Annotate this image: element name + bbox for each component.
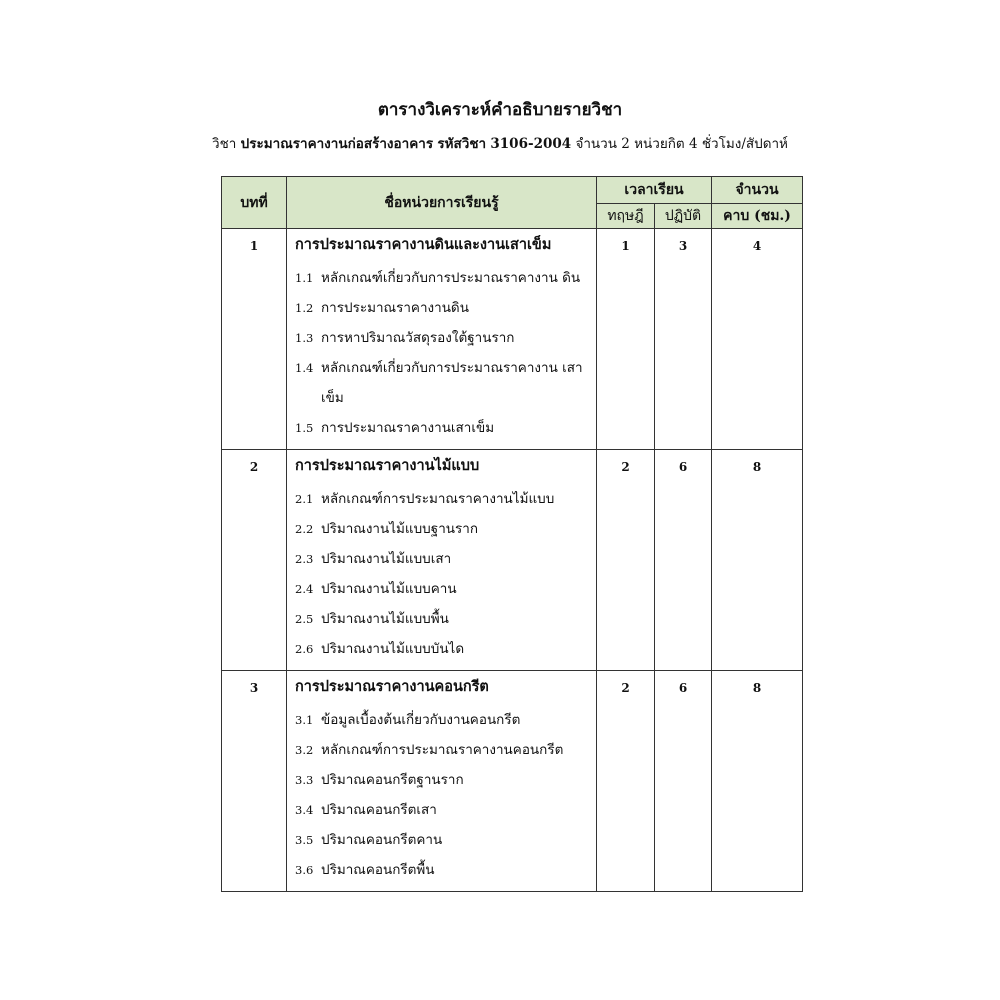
item-number: 3.1 (295, 713, 314, 727)
item-text: ปริมาณงานไม้แบบพื้น (321, 611, 449, 627)
table-row (222, 229, 803, 450)
page-title: ตารางวิเคราะห์คำอธิบายรายวิชา (377, 100, 623, 120)
item-text: การประมาณราคางานเสาเข็ม (321, 420, 495, 436)
item-text: หลักเกณฑ์เกี่ยวกับการประมาณราคางาน ดิน (321, 270, 581, 286)
course-name: ประมาณราคางานก่อสร้างอาคาร (240, 136, 434, 152)
item-number: 2.6 (295, 642, 314, 656)
header-unit-name: ชื่อหน่วยการเรียนรู้ (287, 177, 597, 229)
item-number: 1.3 (295, 331, 314, 345)
item-text: ปริมาณงานไม้แบบฐานราก (321, 521, 479, 537)
list-item (295, 604, 588, 634)
item-text: การหาปริมาณวัสดุรองใต้ฐานราก (321, 330, 515, 346)
unit-cell (287, 450, 597, 671)
item-number: 2.1 (295, 492, 314, 506)
item-number: 2.2 (295, 522, 314, 536)
list-item (295, 484, 588, 514)
item-number: 1.5 (295, 421, 314, 435)
list-item (295, 544, 588, 574)
item-number: 3.4 (295, 803, 314, 817)
chapter-number: 1 (222, 229, 287, 450)
item-text: ปริมาณคอนกรีตคาน (321, 832, 443, 848)
course-analysis-table (221, 176, 803, 892)
unit-title: การประมาณราคางานไม้แบบ (295, 457, 480, 474)
item-number: 3.6 (295, 863, 314, 877)
list-item (295, 795, 588, 825)
item-text: การประมาณราคางานดิน (321, 300, 469, 316)
header-total-line2: คาบ (ชม.) (712, 204, 803, 229)
total-hours: 4 (712, 229, 803, 450)
item-text: ปริมาณคอนกรีตฐานราก (321, 772, 464, 788)
item-text: ปริมาณงานไม้แบบคาน (321, 581, 457, 597)
item-number: 3.5 (295, 833, 314, 847)
list-item (295, 765, 588, 795)
list-item (295, 825, 588, 855)
header-total-line1: จำนวน (712, 177, 803, 204)
list-item (295, 263, 588, 293)
item-number: 1.2 (295, 301, 314, 315)
item-number: 1.4 (295, 361, 314, 375)
list-item (295, 855, 588, 885)
list-item (295, 735, 588, 765)
theory-hours: 1 (597, 229, 655, 450)
item-number: 3.3 (295, 773, 314, 787)
total-hours: 8 (712, 671, 803, 892)
list-item (295, 634, 588, 664)
list-item (295, 353, 588, 413)
item-number: 2.4 (295, 582, 314, 596)
item-number: 2.3 (295, 552, 314, 566)
table-row (222, 671, 803, 892)
item-number: 3.2 (295, 743, 314, 757)
table-row (222, 450, 803, 671)
list-item (295, 323, 588, 353)
item-number: 2.5 (295, 612, 314, 626)
item-text: หลักเกณฑ์เกี่ยวกับการประมาณราคางาน เสาเข็ม (321, 360, 583, 406)
course-subtitle (0, 133, 1000, 155)
list-item (295, 574, 588, 604)
header-study-time: เวลาเรียน (597, 177, 712, 204)
unit-title: การประมาณราคางานดินและงานเสาเข็ม (295, 236, 552, 253)
item-text: ข้อมูลเบื้องต้นเกี่ยวกับงานคอนกรีต (321, 712, 521, 728)
header-theory: ทฤษฎี (597, 204, 655, 229)
practice-hours: 6 (655, 450, 712, 671)
course-code-label: รหัสวิชา (437, 136, 487, 152)
theory-hours: 2 (597, 450, 655, 671)
item-text: ปริมาณคอนกรีตพื้น (321, 862, 435, 878)
list-item (295, 293, 588, 323)
item-text: หลักเกณฑ์การประมาณราคางานคอนกรีต (321, 742, 564, 758)
chapter-number: 2 (222, 450, 287, 671)
item-text: ปริมาณงานไม้แบบบันได (321, 641, 465, 657)
unit-cell (287, 229, 597, 450)
list-item (295, 705, 588, 735)
total-hours: 8 (712, 450, 803, 671)
item-text: ปริมาณงานไม้แบบเสา (321, 551, 452, 567)
item-text: ปริมาณคอนกรีตเสา (321, 802, 437, 818)
item-text: หลักเกณฑ์การประมาณราคางานไม้แบบ (321, 491, 555, 507)
practice-hours: 3 (655, 229, 712, 450)
practice-hours: 6 (655, 671, 712, 892)
unit-title: การประมาณราคางานคอนกรีต (295, 678, 489, 695)
unit-cell (287, 671, 597, 892)
chapter-number: 3 (222, 671, 287, 892)
list-item (295, 514, 588, 544)
subtitle-prefix: วิชา (212, 136, 237, 152)
list-item (295, 413, 588, 443)
theory-hours: 2 (597, 671, 655, 892)
item-number: 1.1 (295, 271, 314, 285)
course-code: 3106-2004 (490, 136, 572, 152)
course-credits: จำนวน 2 หน่วยกิต 4 ชั่วโมง/สัปดาห์ (575, 136, 788, 152)
header-chapter: บทที่ (222, 177, 287, 229)
header-practice: ปฏิบัติ (655, 204, 712, 229)
